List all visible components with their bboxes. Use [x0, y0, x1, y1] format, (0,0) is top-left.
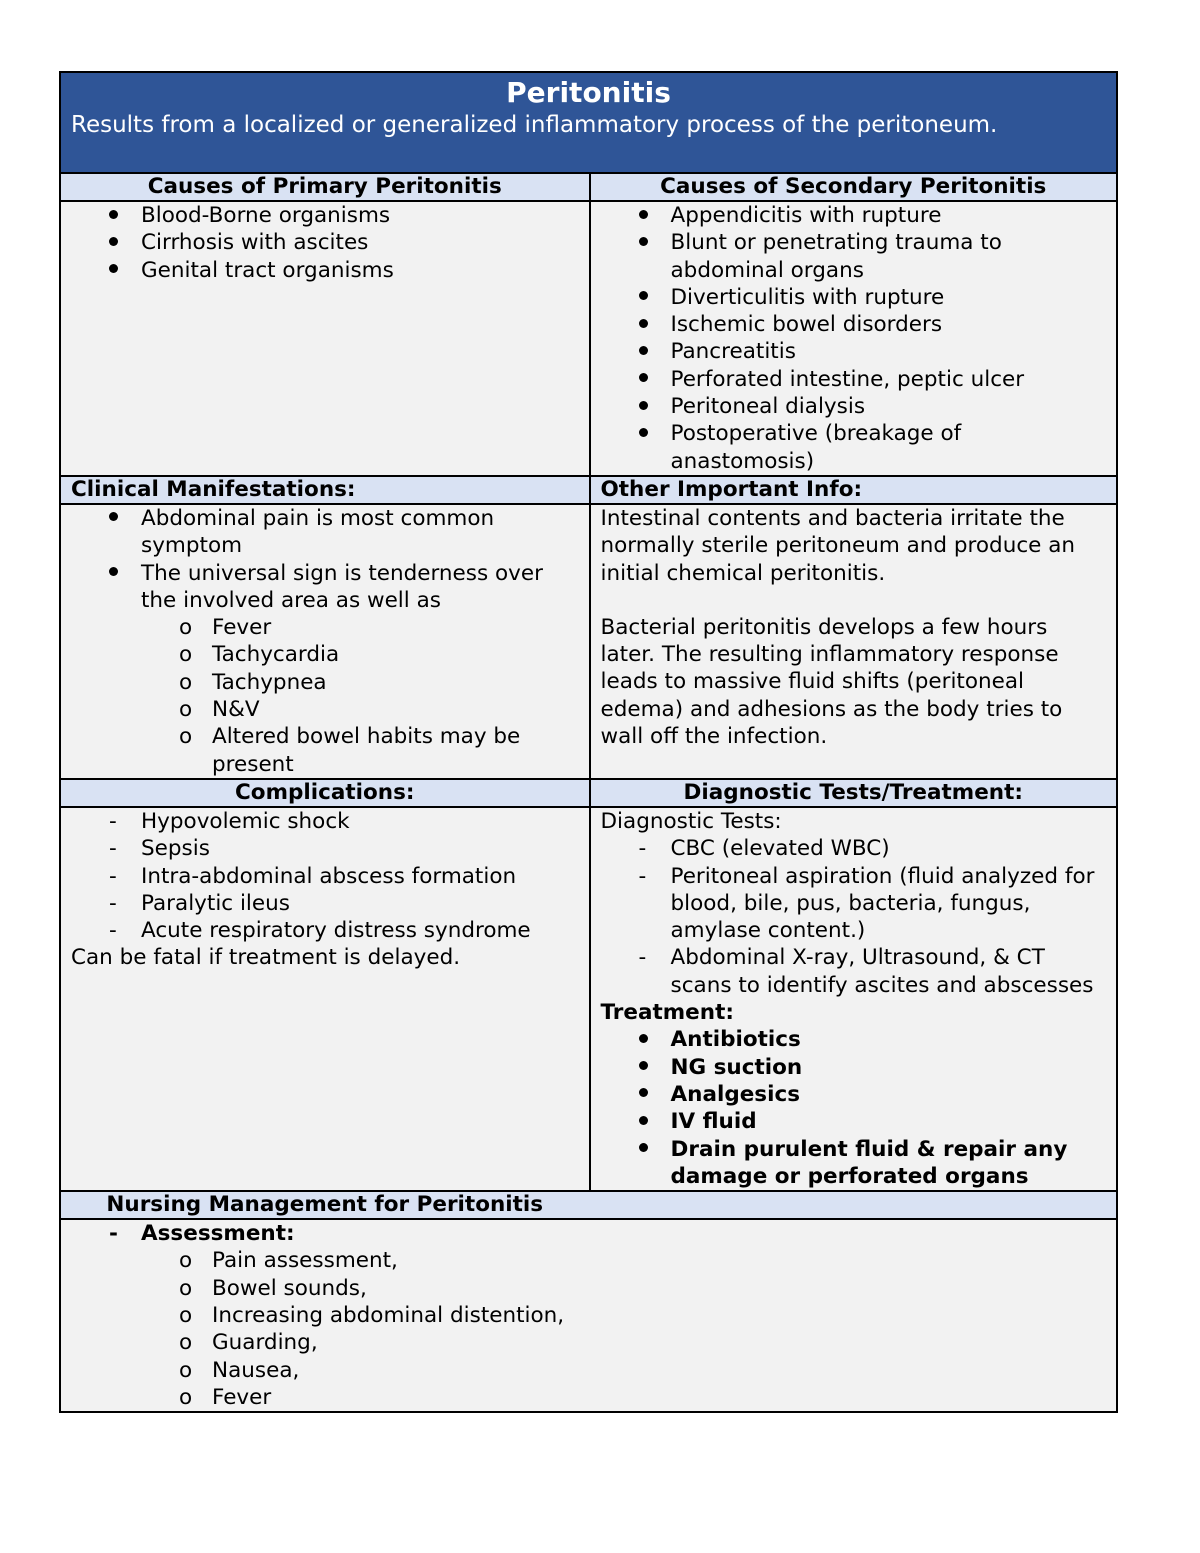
dash-bullet-icon: -: [109, 836, 117, 862]
complications-cell: [61, 808, 589, 1190]
list-item: Abdominal pain is most common symptom: [71, 505, 579, 560]
bullet-icon: [639, 428, 648, 437]
list-item: o Pain assessment,: [179, 1248, 398, 1274]
secondary-causes-list: [601, 202, 1107, 475]
circle-bullet-icon: o: [179, 615, 193, 641]
diagnostics-header: Diagnostic Tests/Treatment:: [589, 780, 1117, 806]
circle-bullet-icon: o: [179, 1275, 193, 1301]
nursing-cell: [61, 1220, 589, 1411]
list-item: o Altered bowel habits may be present: [179, 724, 521, 777]
dash-bullet-icon: -: [638, 836, 647, 862]
diagnostic-tests-label: Diagnostic Tests:: [600, 808, 782, 834]
list-item: Antibiotics: [601, 1026, 1107, 1053]
title-block: [61, 73, 1116, 174]
other-info-paragraph-1: Intestinal contents and bacteria irritate the normally sterile peritoneum and produce an initial chemical peritonitis.: [600, 505, 1076, 586]
list-item: Blunt or penetrating trauma to abdominal organs: [601, 229, 1107, 284]
list-item: - Hypovolemic shock: [109, 808, 350, 834]
diagnostics-cell: [589, 808, 1117, 1190]
manifestations-body-row: [61, 505, 1116, 780]
bullet-icon: [639, 237, 648, 246]
other-info-paragraph-2: Bacterial peritonitis develops a few hours later. The resulting inflammatory response leads to massive fluid shifts (peritoneal edema) and adhesions as the body tries to wall off the infection.: [600, 614, 1063, 750]
primary-causes-header: Causes of Primary Peritonitis: [147, 174, 502, 199]
complications-list: [71, 808, 579, 944]
page-subtitle: Results from a localized or generalized inflammatory process of the peritoneum.: [71, 112, 998, 138]
circle-bullet-icon: o: [179, 1384, 193, 1410]
other-info-header: Other Important Info:: [589, 477, 1117, 503]
list-item: - Paralytic ileus: [109, 890, 290, 916]
list-item: o Bowel sounds,: [179, 1275, 367, 1301]
secondary-causes-header: Causes of Secondary Peritonitis: [589, 174, 1117, 200]
list-item: - Peritoneal aspiration (fluid analyzed for blood, bile, pus, bacteria, fungus, amylase content.): [638, 863, 1095, 944]
list-item: o Increasing abdominal distention,: [179, 1302, 565, 1328]
circle-bullet-icon: o: [179, 642, 193, 668]
primary-causes-cell: [61, 202, 589, 475]
list-item: o Fever: [179, 615, 272, 641]
list-item: - Acute respiratory distress syndrome: [109, 918, 531, 944]
bullet-icon: [109, 264, 118, 273]
list-item: The universal sign is tenderness over the involved area as well as: [71, 560, 579, 615]
manifestations-list: [71, 505, 579, 778]
nursing-header-row: [61, 1192, 1116, 1220]
dash-bullet-icon: -: [638, 945, 647, 971]
bullet-icon: [639, 210, 648, 219]
diagnostic-tests-list: [601, 835, 1107, 999]
manifestations-cell: [61, 505, 589, 778]
dash-bullet-icon: -: [109, 863, 117, 889]
list-item: Pancreatitis: [601, 338, 1107, 365]
dash-bullet-icon: -: [109, 918, 117, 944]
circle-bullet-icon: o: [179, 1330, 193, 1356]
peritonitis-table: [59, 71, 1118, 1413]
circle-bullet-icon: o: [179, 1248, 193, 1274]
list-item: Blood-Borne organisms: [71, 202, 579, 229]
manifestations-header-row: [61, 477, 1116, 505]
causes-body-row: [61, 202, 1116, 477]
secondary-causes-cell: [589, 202, 1117, 475]
list-item: - Intra-abdominal abscess formation: [109, 863, 517, 889]
causes-header-row: [61, 174, 1116, 202]
bullet-icon: [639, 373, 648, 382]
list-item: Genital tract organisms: [71, 257, 579, 284]
bullet-icon: [639, 1116, 648, 1125]
circle-bullet-icon: o: [179, 724, 193, 750]
treatment-label: Treatment:: [600, 1000, 734, 1026]
circle-bullet-icon: o: [179, 1357, 193, 1383]
list-item: IV fluid: [601, 1108, 1107, 1135]
list-item: o Fever: [179, 1384, 272, 1410]
list-item: o Guarding,: [179, 1330, 318, 1356]
primary-causes-list: [71, 202, 579, 284]
list-item: Drain purulent fluid & repair any damage or perforated organs: [601, 1136, 1107, 1191]
list-item: Analgesics: [601, 1081, 1107, 1108]
list-item: Cirrhosis with ascites: [71, 229, 579, 256]
bullet-icon: [639, 1034, 648, 1043]
list-item: Appendicitis with rupture: [601, 202, 1107, 229]
nursing-list: [71, 1220, 579, 1411]
bullet-icon: [639, 1061, 648, 1070]
bullet-icon: [109, 237, 118, 246]
bullet-icon: [109, 567, 118, 576]
complications-body-row: [61, 808, 1116, 1192]
list-item: o Nausea,: [179, 1357, 300, 1383]
dash-bullet-icon: -: [109, 808, 117, 834]
complications-header-row: [61, 780, 1116, 808]
manifestations-header: Clinical Manifestations:: [71, 476, 356, 502]
complications-note: Can be fatal if treatment is delayed.: [71, 945, 461, 971]
dash-bullet-icon: -: [109, 1221, 118, 1247]
list-item: Perforated intestine, peptic ulcer: [601, 366, 1107, 393]
list-item: - Assessment:: [109, 1221, 295, 1247]
list-item: Postoperative (breakage of anastomosis): [601, 420, 1107, 475]
nursing-header: Nursing Management for Peritonitis: [106, 1192, 544, 1218]
nursing-body-row: [61, 1220, 1116, 1411]
list-item: o Tachycardia: [179, 642, 340, 668]
list-item: - Abdominal X-ray, Ultrasound, & CT scans to identify ascites and abscesses: [638, 945, 1094, 998]
circle-bullet-icon: o: [179, 1302, 193, 1328]
list-item: - Sepsis: [109, 836, 210, 862]
list-item: Ischemic bowel disorders: [601, 311, 1107, 338]
bullet-icon: [639, 346, 648, 355]
bullet-icon: [639, 1143, 648, 1152]
circle-bullet-icon: o: [179, 669, 193, 695]
list-item: - CBC (elevated WBC): [638, 836, 890, 862]
list-item: NG suction: [601, 1054, 1107, 1081]
list-item: Peritoneal dialysis: [601, 393, 1107, 420]
bullet-icon: [109, 512, 118, 521]
page-title: Peritonitis: [506, 76, 671, 109]
dash-bullet-icon: -: [109, 890, 117, 916]
circle-bullet-icon: o: [179, 697, 193, 723]
bullet-icon: [639, 401, 648, 410]
complications-header: Complications:: [235, 779, 415, 805]
treatment-list: [601, 1026, 1107, 1190]
list-item: o N&V: [179, 697, 260, 723]
bullet-icon: [639, 1088, 648, 1097]
bullet-icon: [639, 291, 648, 300]
other-info-cell: [589, 505, 1117, 778]
list-item: Diverticulitis with rupture: [601, 284, 1107, 311]
bullet-icon: [109, 210, 118, 219]
list-item: o Tachypnea: [179, 669, 327, 695]
dash-bullet-icon: -: [638, 863, 647, 889]
bullet-icon: [639, 319, 648, 328]
